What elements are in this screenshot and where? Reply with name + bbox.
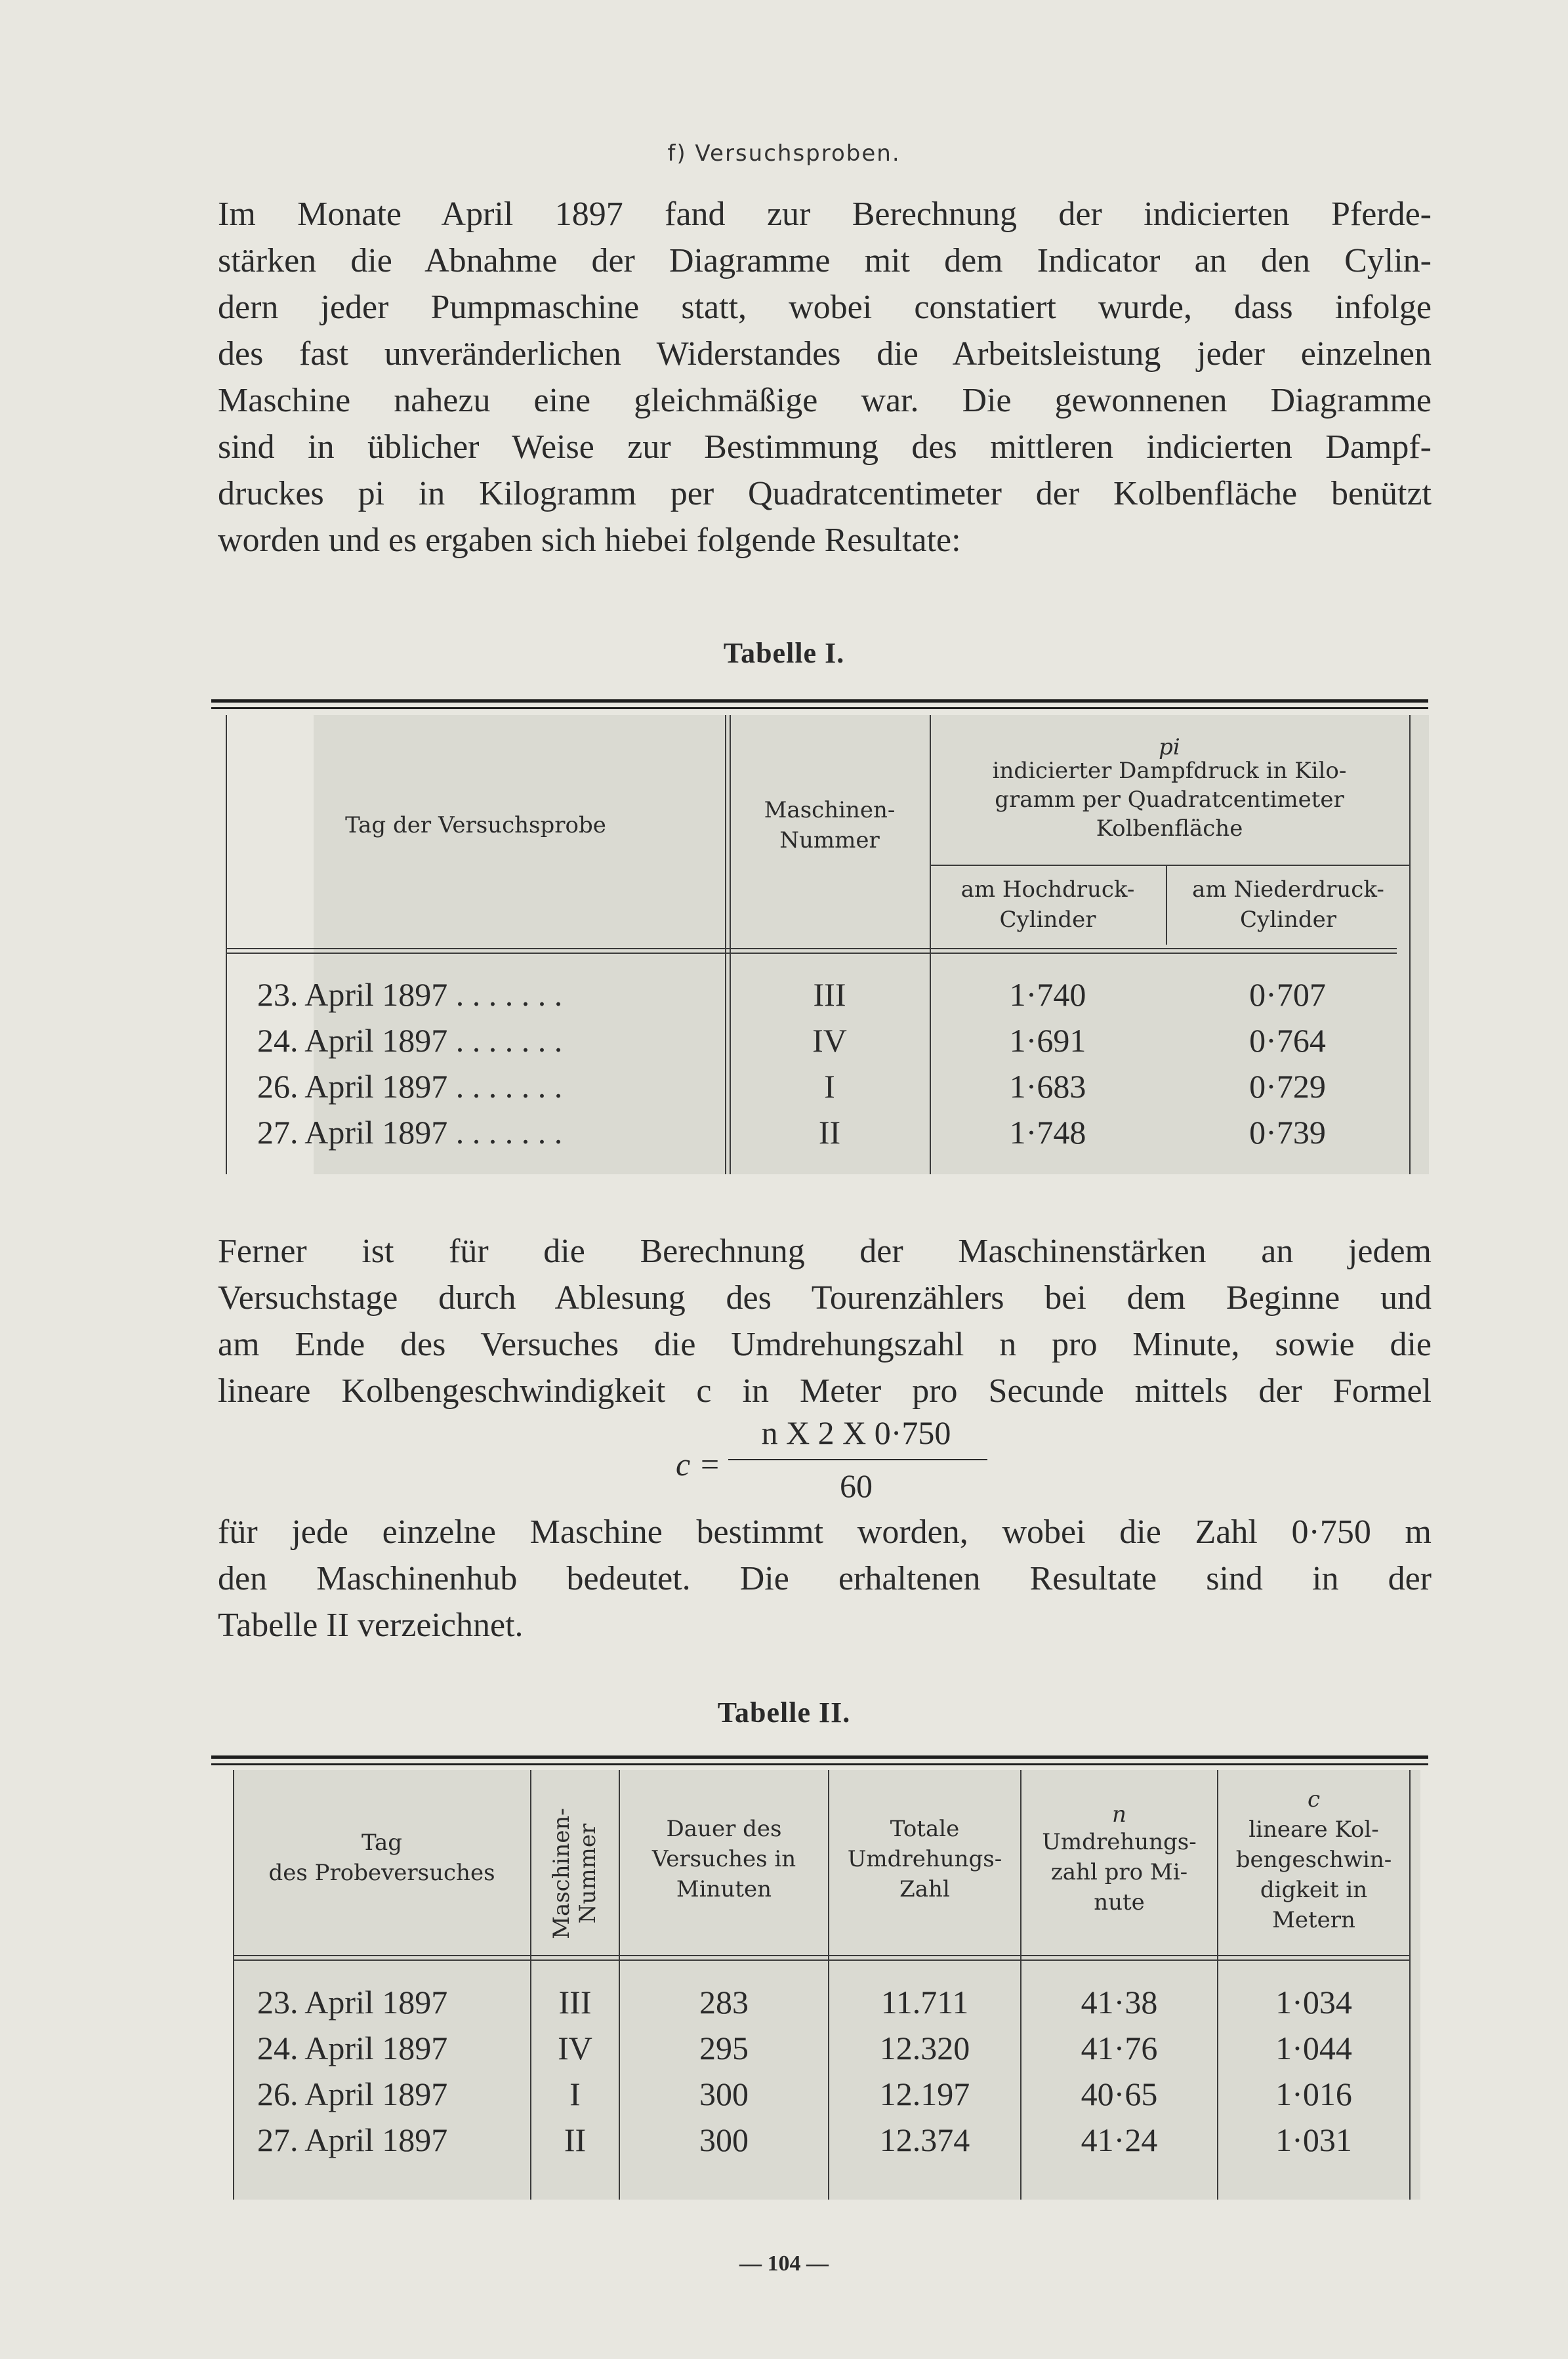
table2-total: 12.374: [879, 2122, 970, 2158]
text-line: des fast unveränderlichen Widerstandes die Arbeitsleistung jeder einzelnen: [218, 335, 1432, 373]
table1-header-pi-symbol: pi: [1159, 734, 1180, 760]
table2-date: 27. April 1897: [257, 2122, 448, 2158]
text-line: stärken die Abnahme der Diagramme mit dem Indicator an den Cylin-: [218, 242, 1432, 279]
table1-np: 0·739: [1249, 1114, 1326, 1151]
table1-header-hp: am Hochdruck- Cylinder: [960, 876, 1135, 933]
text-line: worden und es ergaben sich hiebei folgende Resultate:: [218, 522, 961, 559]
table2-c: 1·044: [1275, 2030, 1352, 2066]
table1-header-pi: indicierter Dampfdruck in Kilo- gramm per Quadratcentimeter Kolbenfläche: [992, 758, 1347, 842]
table2-duration: 295: [699, 2030, 749, 2066]
table1-hp: 1·748: [1009, 1114, 1086, 1151]
table1-machine: II: [818, 1114, 841, 1151]
table1-date: 23. April 1897 . . . . . . .: [257, 976, 563, 1013]
formula-denominator: 60: [840, 1467, 873, 1504]
table2-header-machine: Maschinen- Nummer: [548, 1808, 601, 1939]
table2-header-total: Totale Umdrehungs- Zahl: [847, 1816, 1002, 1902]
formula-lhs: c =: [676, 1446, 721, 1483]
table2-n: 40·65: [1081, 2076, 1158, 2112]
table2-c: 1·016: [1275, 2076, 1352, 2112]
text-line: Tabelle II verzeichnet.: [218, 1607, 524, 1644]
table1-hp: 1·740: [1009, 976, 1086, 1013]
table1-header-date: Tag der Versuchsprobe: [345, 812, 606, 838]
page-number: — 104 —: [739, 2251, 829, 2276]
text-line: dern jeder Pumpmaschine statt, wobei constatiert wurde, dass infolge: [218, 289, 1432, 326]
table1-date: 27. April 1897 . . . . . . .: [257, 1114, 563, 1151]
formula-numerator: n X 2 X 0·750: [761, 1414, 951, 1451]
section-heading: f) Versuchsproben.: [667, 140, 901, 167]
text-line: für jede einzelne Maschine bestimmt worden, wobei die Zahl 0·750 m: [218, 1513, 1432, 1551]
table1-np: 0·729: [1249, 1068, 1326, 1105]
text-line: am Ende des Versuches die Umdrehungszahl n pro Minute, sowie die: [218, 1326, 1432, 1363]
table1-machine: IV: [812, 1022, 847, 1059]
table1-caption: Tabelle I.: [723, 637, 845, 669]
text-line: lineare Kolbengeschwindigkeit c in Meter pro Secunde mittels der Formel: [218, 1372, 1432, 1410]
text-line: Ferner ist für die Berechnung der Maschinenstärken an jedem: [218, 1233, 1432, 1270]
table1-date: 26. April 1897 . . . . . . .: [257, 1068, 563, 1105]
text-line: den Maschinenhub bedeutet. Die erhaltenen Resultate sind in der: [218, 1560, 1432, 1597]
text-line: Versuchstage durch Ablesung des Tourenzählers bei dem Beginne und: [218, 1279, 1432, 1317]
table2-n: 41·38: [1081, 1984, 1158, 2021]
table2-header-c: lineare Kol- bengeschwin- digkeit in Metern: [1235, 1816, 1392, 1933]
table2-machine: III: [558, 1984, 592, 2021]
table2-total: 12.197: [879, 2076, 970, 2112]
table1-hp: 1·683: [1009, 1068, 1086, 1105]
text-line: Im Monate April 1897 fand zur Berechnung der indicierten Pferde-: [218, 195, 1432, 233]
table2-c: 1·034: [1275, 1984, 1352, 2021]
table2-duration: 300: [699, 2122, 749, 2158]
table2-header-date: Tag des Probeversuches: [268, 1830, 495, 1886]
table1-hp: 1·691: [1009, 1022, 1086, 1059]
table2-date: 23. April 1897: [257, 1984, 448, 2021]
table2-duration: 300: [699, 2076, 749, 2112]
table1-header-np: am Niederdruck- Cylinder: [1192, 876, 1384, 933]
table1-header-machine: Maschinen- Nummer: [764, 797, 896, 853]
table1-np: 0·707: [1249, 976, 1326, 1013]
table2-total: 11.711: [880, 1984, 969, 2021]
table2-header-c-symbol: c: [1307, 1786, 1321, 1813]
table2-header-duration: Dauer des Versuches in Minuten: [651, 1816, 796, 1902]
text-line: Maschine nahezu eine gleichmäßige war. Die gewonnenen Diagramme: [218, 382, 1432, 419]
fraction-bar: [728, 1459, 987, 1460]
table2-date: 24. April 1897: [257, 2030, 448, 2066]
table2-header-n-symbol: n: [1112, 1801, 1126, 1828]
table1-machine: III: [813, 976, 846, 1013]
table2-total: 12.320: [879, 2030, 970, 2066]
table2-n: 41·76: [1081, 2030, 1158, 2066]
table2-date: 26. April 1897: [257, 2076, 448, 2112]
text-line: druckes pi in Kilogramm per Quadratcentimeter der Kolbenfläche benützt: [218, 475, 1432, 512]
paragraph-intro: [218, 191, 1432, 564]
paragraph-formula-result: [218, 1509, 1432, 1649]
table2-n: 41·24: [1081, 2122, 1158, 2158]
text-line: sind in üblicher Weise zur Bestimmung des mittleren indicierten Dampf-: [218, 428, 1432, 466]
table2-duration: 283: [699, 1984, 749, 2021]
table2-machine: IV: [558, 2030, 592, 2066]
table2-c: 1·031: [1275, 2122, 1352, 2158]
table2-caption: Tabelle II.: [717, 1696, 851, 1729]
table2-header-n: Umdrehungs- zahl pro Mi- nute: [1042, 1829, 1197, 1916]
table2-machine: I: [569, 2076, 581, 2112]
table1-np: 0·764: [1249, 1022, 1326, 1059]
paragraph-formula-intro: [218, 1228, 1432, 1414]
table1-machine: I: [824, 1068, 835, 1105]
table2-machine: II: [564, 2122, 587, 2158]
table1-date: 24. April 1897 . . . . . . .: [257, 1022, 563, 1059]
